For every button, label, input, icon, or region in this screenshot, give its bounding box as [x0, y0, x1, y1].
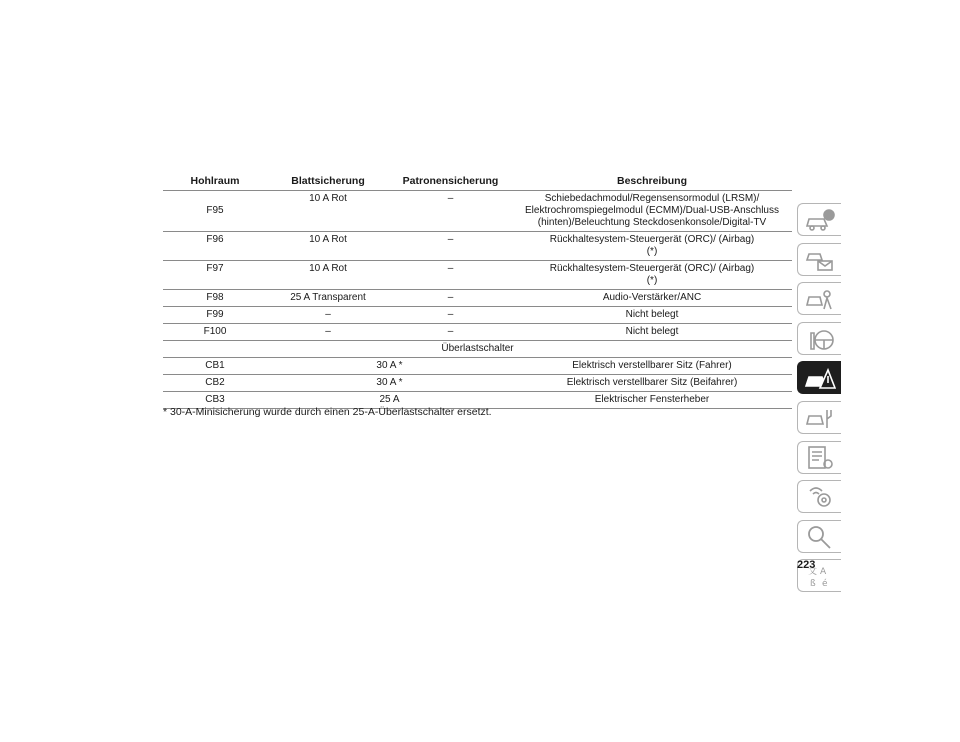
tab-steering[interactable] — [797, 322, 841, 355]
chapter-tabs — [797, 203, 841, 599]
description-cell: Elektrisch verstellbarer Sitz (Fahrer) — [512, 358, 792, 375]
cavity-cell: CB1 — [163, 358, 267, 375]
table-row — [163, 324, 792, 341]
description-cell: Elektrischer Fensterheber — [512, 392, 792, 409]
blade-cell: 25 A Transparent — [267, 290, 389, 307]
svg-text:A: A — [820, 567, 827, 578]
table-row — [163, 191, 792, 232]
header-description: Beschreibung — [512, 171, 792, 191]
tab-car-info[interactable] — [797, 203, 841, 236]
description-cell: Audio-Verstärker/ANC — [512, 290, 792, 307]
tab-car-mail[interactable] — [797, 243, 841, 276]
section-row — [163, 341, 792, 358]
tab-car-safety[interactable] — [797, 282, 841, 315]
car-mail-icon — [804, 246, 836, 274]
table-header-row — [163, 171, 792, 191]
blade-cell: – — [267, 307, 389, 324]
multimedia-icon — [804, 483, 836, 511]
car-safety-icon — [804, 285, 836, 313]
cartridge-cell: – — [389, 307, 512, 324]
tab-specifications[interactable] — [797, 441, 841, 474]
tab-multimedia[interactable] — [797, 480, 841, 513]
svg-text:ß: ß — [810, 579, 816, 590]
tab-search[interactable] — [797, 520, 841, 553]
cavity-cell: F95 — [163, 191, 267, 232]
cartridge-cell: – — [389, 261, 512, 290]
car-emergency-icon — [804, 364, 836, 392]
tab-car-service[interactable] — [797, 401, 841, 434]
cartridge-cell: – — [389, 232, 512, 261]
table-row — [163, 375, 792, 392]
tab-car-emergency[interactable] — [797, 361, 841, 394]
blade-cell: – — [267, 324, 389, 341]
table-row — [163, 358, 792, 375]
description-cell: Rückhaltesystem-Steuergerät (ORC)/ (Airbag) (*) — [512, 261, 792, 290]
svg-text:文: 文 — [808, 567, 818, 578]
table-row — [163, 290, 792, 307]
description-cell: Nicht belegt — [512, 324, 792, 341]
header-cavity: Hohlraum — [163, 171, 267, 191]
car-info-icon — [804, 206, 836, 234]
table-row — [163, 232, 792, 261]
cavity-cell: CB2 — [163, 375, 267, 392]
description-cell: Elektrisch verstellbarer Sitz (Beifahrer) — [512, 375, 792, 392]
cartridge-cell: – — [389, 290, 512, 307]
cavity-cell: CB3 — [163, 392, 267, 409]
table-row — [163, 307, 792, 324]
fuse-table — [163, 171, 792, 409]
section-label: Überlastschalter — [163, 341, 792, 358]
cartridge-cell: – — [389, 324, 512, 341]
description-cell: Schiebedachmodul/Regensensormodul (LRSM)/ Elektrochromspiegelmodul (ECMM)/Dual-USB-Anschluss (hinten)/Beleuchtung Steckdosenkonsole/Digital-TV — [512, 191, 792, 232]
page-number: 223 — [797, 559, 816, 571]
cavity-cell: F98 — [163, 290, 267, 307]
car-service-icon — [804, 404, 836, 432]
blade-cell: 10 A Rot — [267, 261, 389, 290]
blade-cell: 10 A Rot — [267, 191, 389, 232]
specifications-icon — [804, 444, 836, 472]
cavity-cell: F97 — [163, 261, 267, 290]
header-cartridge-fuse: Patronensicherung — [389, 171, 512, 191]
description-cell: Nicht belegt — [512, 307, 792, 324]
cavity-cell: F100 — [163, 324, 267, 341]
rating-cell: 30 A * — [267, 358, 512, 375]
footnote: * 30-A-Minisicherung wurde durch einen 25-A-Überlastschalter ersetzt. — [163, 406, 492, 418]
search-icon — [804, 523, 836, 551]
steering-wheel-icon — [804, 325, 836, 353]
header-blade-fuse: Blattsicherung — [267, 171, 389, 191]
cavity-cell: F99 — [163, 307, 267, 324]
svg-text:é: é — [822, 579, 828, 590]
cartridge-cell: – — [389, 191, 512, 232]
table-row — [163, 261, 792, 290]
blade-cell: 10 A Rot — [267, 232, 389, 261]
rating-cell: 25 A — [267, 392, 512, 409]
description-cell: Rückhaltesystem-Steuergerät (ORC)/ (Airbag) (*) — [512, 232, 792, 261]
rating-cell: 30 A * — [267, 375, 512, 392]
cavity-cell: F96 — [163, 232, 267, 261]
